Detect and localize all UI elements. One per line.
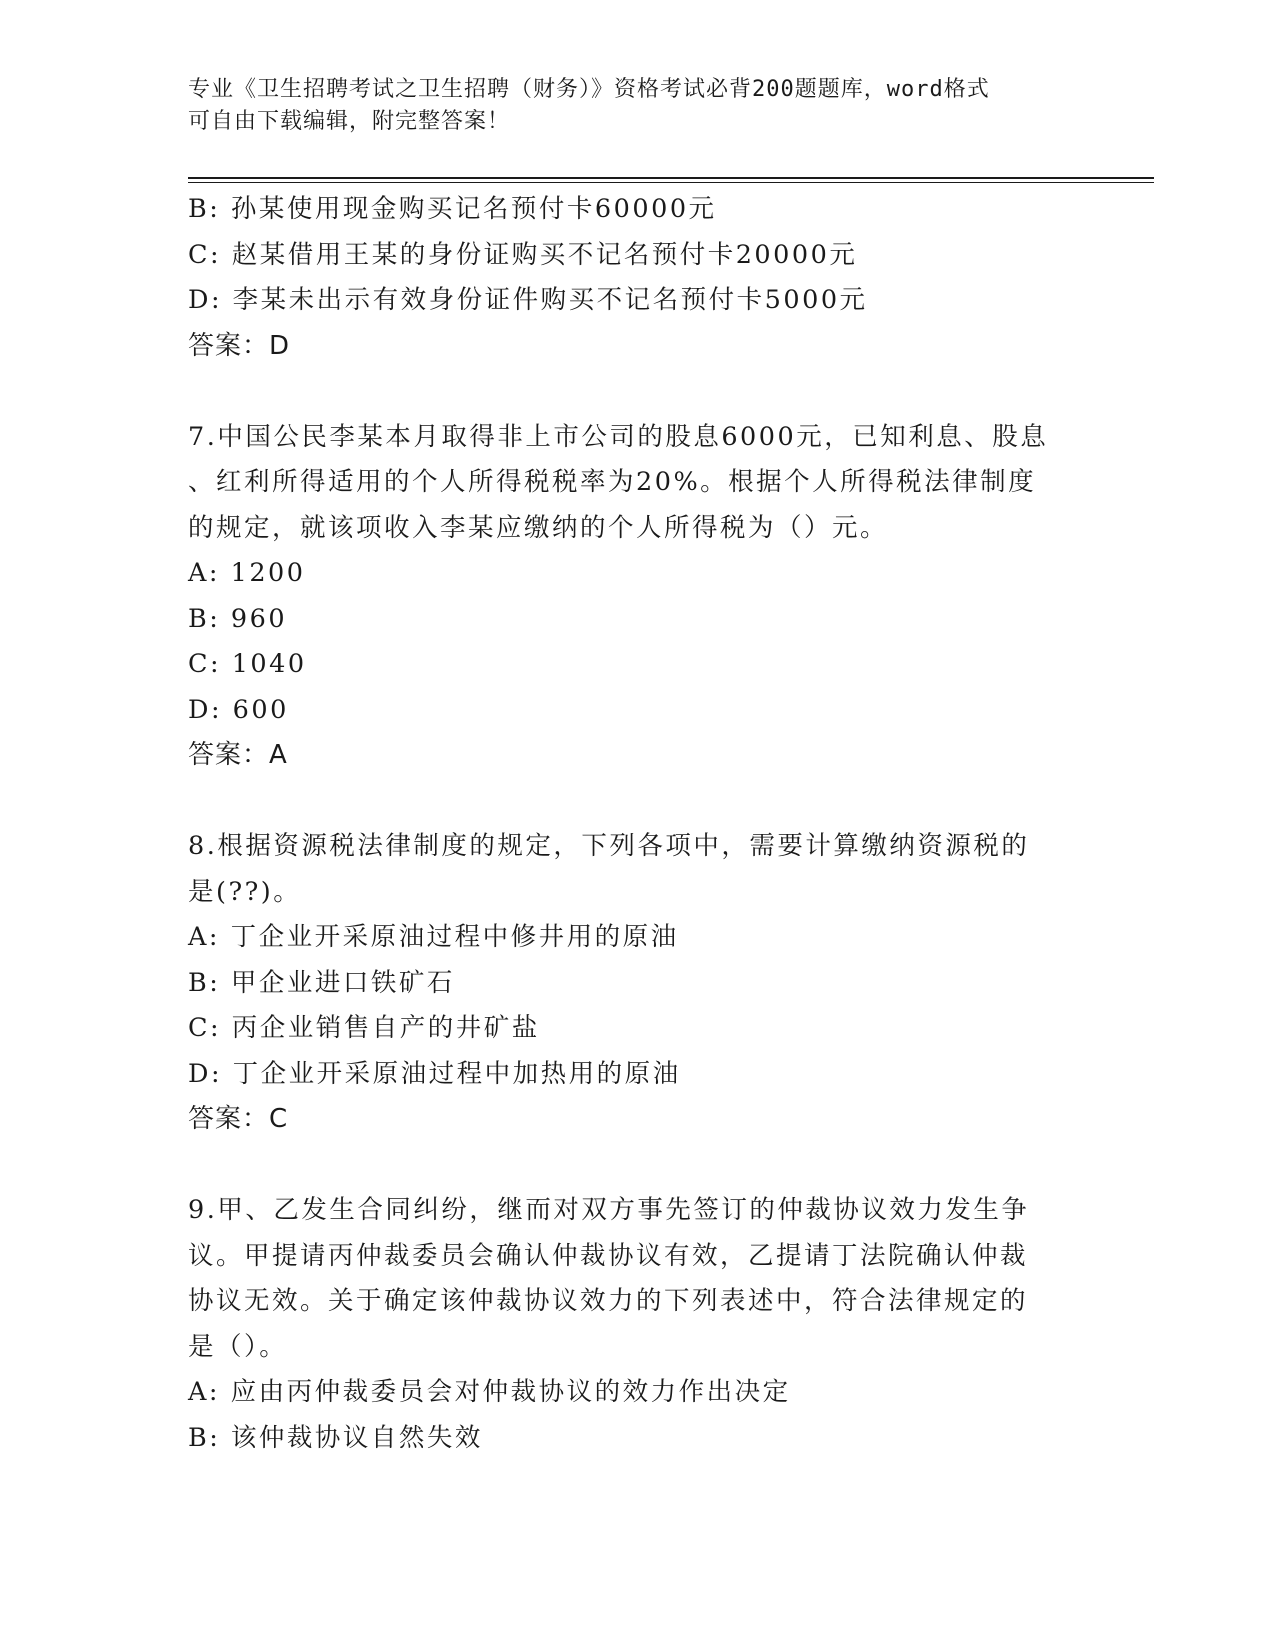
question-stem-line: 议。甲提请丙仲裁委员会确认仲裁协议有效，乙提请丁法院确认仲裁 (188, 1240, 1029, 1271)
option-b: B: 960 (188, 603, 288, 634)
option-a: A: 应由丙仲裁委员会对仲裁协议的效力作出决定 (188, 1377, 791, 1407)
question-stem-line: 是（）。 (188, 1331, 288, 1362)
question-stem-line: 协议无效。关于确定该仲裁协议效力的下列表述中，符合法律规定的 (188, 1286, 1029, 1316)
question-content (188, 187, 1088, 1461)
option-b: B: 甲企业进口铁矿石 (188, 967, 455, 998)
option-d: D: 丁企业开采原油过程中加热用的原油 (188, 1058, 681, 1089)
question-stem-line: 8.根据资源税法律制度的规定，下列各项中，需要计算缴纳资源税的 (188, 831, 1030, 861)
option-c: C: 1040 (188, 649, 307, 679)
option-d: D: 600 (188, 694, 289, 725)
question-stem-line: 9.甲、乙发生合同纠纷，继而对双方事先签订的仲裁协议效力发生争 (188, 1195, 1030, 1225)
header-line-2: 可自由下载编辑，附完整答案！ (188, 109, 511, 134)
question-stem-line: 7.中国公民李某本月取得非上市公司的股息6000元，已知利息、股息 (188, 421, 1049, 452)
header-divider-thin (188, 182, 1154, 183)
spacer (188, 369, 1088, 415)
document-header (188, 74, 1068, 138)
answer: 答案：D (188, 330, 291, 361)
question-9 (188, 1188, 1088, 1461)
option-b: B: 该仲裁协议自然失效 (188, 1422, 483, 1453)
question-7 (188, 415, 1088, 779)
spacer (188, 779, 1088, 825)
question-6-tail (188, 187, 1088, 369)
header-line-1: 专业《卫生招聘考试之卫生招聘（财务）》资格考试必背200题题库，word格式 (188, 77, 990, 102)
option-c: C: 赵某借用王某的身份证购买不记名预付卡20000元 (188, 239, 858, 270)
question-8 (188, 824, 1088, 1143)
answer: 答案：A (188, 740, 288, 770)
header-divider-thick (188, 177, 1154, 179)
answer: 答案：C (188, 1104, 289, 1134)
spacer (188, 1143, 1088, 1189)
option-d: D: 李某未出示有效身份证件购买不记名预付卡5000元 (188, 285, 868, 315)
option-a: A: 丁企业开采原油过程中修井用的原油 (188, 922, 679, 952)
option-b: B: 孙某使用现金购买记名预付卡60000元 (188, 194, 717, 224)
question-stem-line: 是(??)。 (188, 876, 302, 907)
option-c: C: 丙企业销售自产的井矿盐 (188, 1013, 540, 1043)
question-stem-line: 的规定，就该项收入李某应缴纳的个人所得税为（）元。 (188, 512, 889, 543)
question-stem-line: 、红利所得适用的个人所得税税率为20%。根据个人所得税法律制度 (188, 467, 1037, 497)
option-a: A: 1200 (188, 558, 306, 588)
